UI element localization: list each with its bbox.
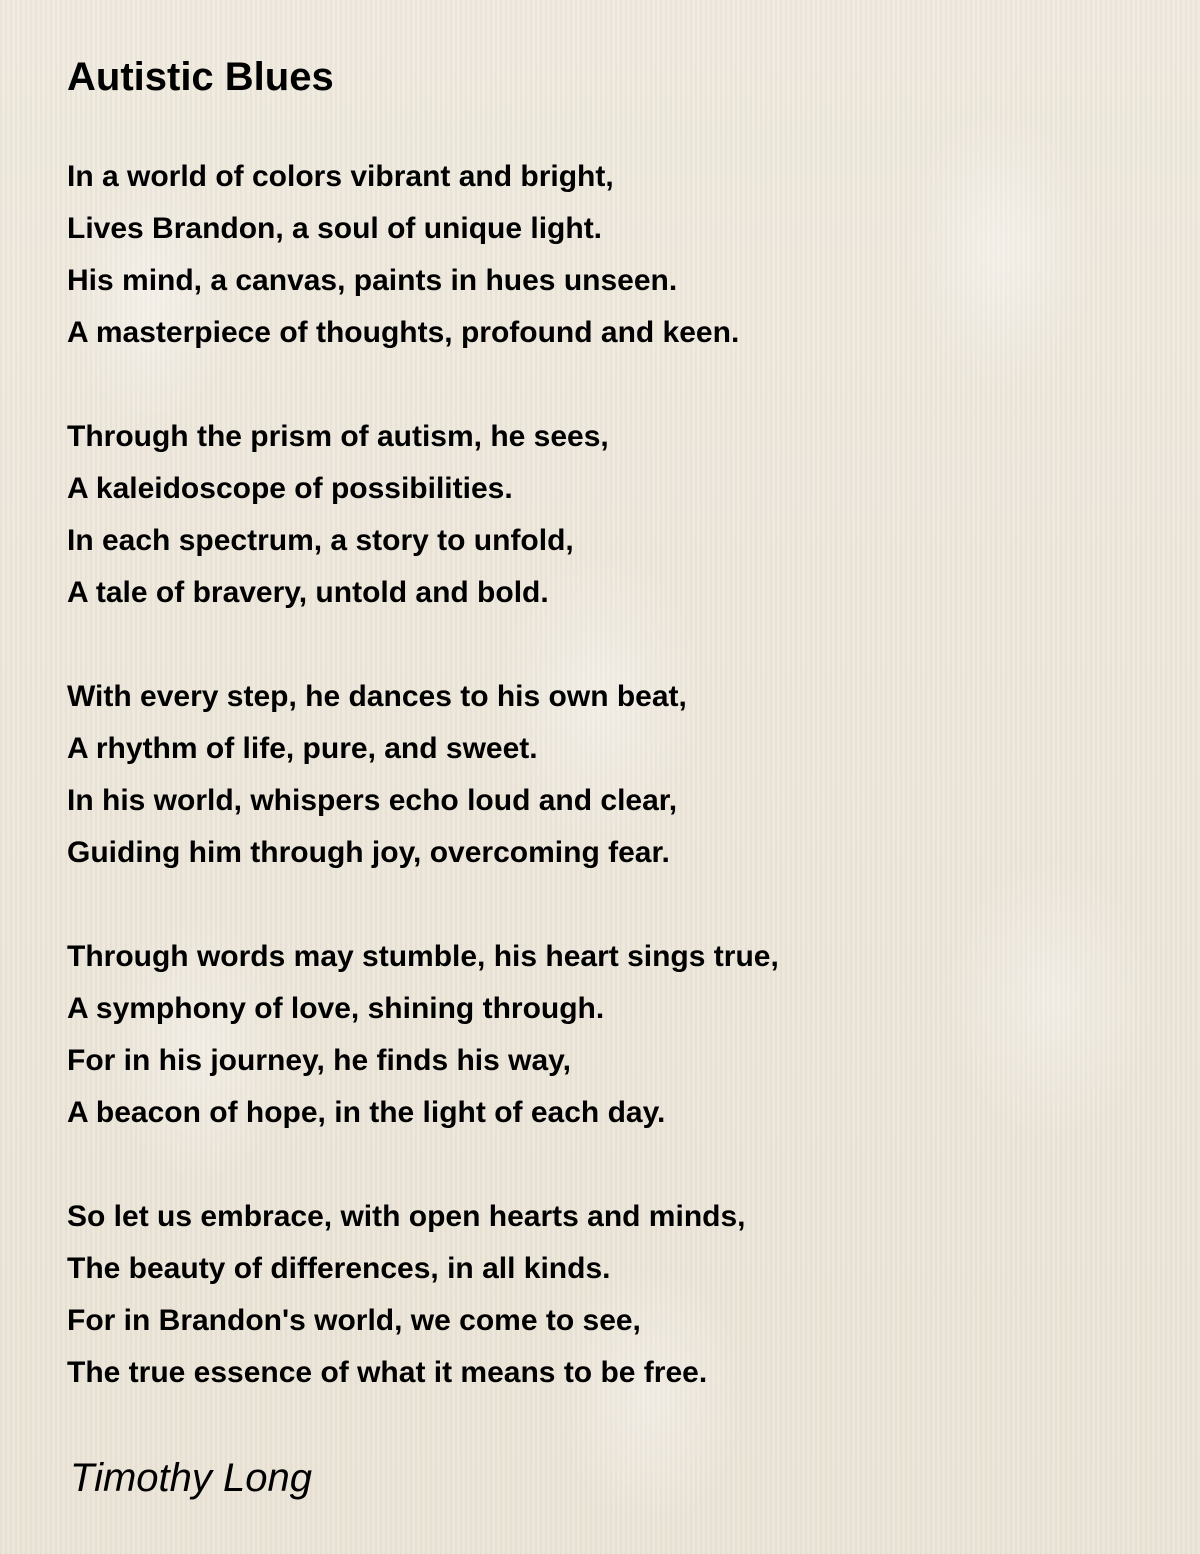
poem-line: Guiding him through joy, overcoming fear. [67, 836, 670, 869]
poem-author: Timothy Long [70, 1456, 312, 1500]
poem-line: A tale of bravery, untold and bold. [67, 576, 549, 609]
stanza-4 [67, 931, 1147, 1139]
poem-line: The true essence of what it means to be free. [67, 1356, 708, 1389]
poem-line: For in his journey, he finds his way, [67, 1044, 571, 1077]
poem-line: A rhythm of life, pure, and sweet. [67, 732, 538, 765]
poem-line: A beacon of hope, in the light of each day. [67, 1096, 666, 1129]
poem-line: A symphony of love, shining through. [67, 992, 605, 1025]
poem-title: Autistic Blues [67, 55, 334, 99]
stanza-1 [67, 151, 1147, 359]
poem-line: In each spectrum, a story to unfold, [67, 524, 574, 557]
poem-line: For in Brandon's world, we come to see, [67, 1304, 641, 1337]
stanza-3 [67, 671, 1147, 879]
poem-line: Through words may stumble, his heart sings true, [67, 940, 779, 973]
poem-line: With every step, he dances to his own beat, [67, 680, 687, 713]
poem-line: In a world of colors vibrant and bright, [67, 160, 614, 193]
poem-line: Through the prism of autism, he sees, [67, 420, 609, 453]
stanza-2 [67, 411, 1147, 619]
stanza-5 [67, 1191, 1147, 1399]
poem-line: So let us embrace, with open hearts and minds, [67, 1200, 746, 1233]
poem-line: The beauty of differences, in all kinds. [67, 1252, 611, 1285]
poem-line: Lives Brandon, a soul of unique light. [67, 212, 603, 245]
poem-line: A kaleidoscope of possibilities. [67, 472, 513, 505]
poem-line: In his world, whispers echo loud and clear, [67, 784, 678, 817]
poem-line: His mind, a canvas, paints in hues unseen. [67, 264, 678, 297]
poem-line: A masterpiece of thoughts, profound and keen. [67, 316, 740, 349]
poem-body [67, 151, 1147, 1451]
